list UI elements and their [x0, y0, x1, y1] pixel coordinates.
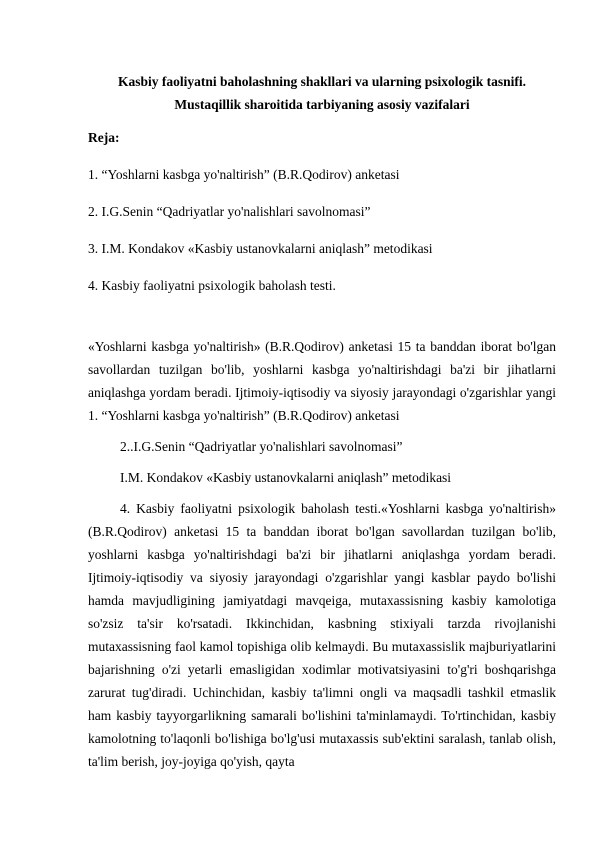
plan-item-4: 4. Kasbiy faoliyatni psixologik baholash testi. — [88, 278, 336, 293]
document-title-line-2: Mustaqillik sharoitida tarbiyaning asosiy vazifalari — [174, 97, 470, 112]
plan-heading: Reja: — [88, 130, 120, 145]
plan-item-2: 2. I.G.Senin “Qadriyatlar yo'nalishlari savolnomasi” — [88, 204, 371, 219]
body-paragraph-2: 2..I.G.Senin “Qadriyatlar yo'nalishlari savolnomasi” — [120, 439, 403, 454]
body-paragraph-1: «Yoshlarni kasbga yo'naltirish» (B.R.Qodirov) anketasi 15 ta banddan iborat bo'lgan savollardan tuzilgan bo'lib, yoshlarni kasbga yo'naltirishdagi ba'zi bir jihatlarni aniqlashga yordam beradi. Ijtimoiy-iqtisodiy va siyosiy jarayondagi o'zgarishlar yangi 1. “Yoshlarni kasbga yo'naltirish” (B.R.Qodirov) anketasi — [88, 339, 556, 423]
document-page — [88, 70, 556, 773]
document-title-line-1: Kasbiy faoliyatni baholashning shakllari va ularning psixologik tasnifi. — [117, 74, 527, 89]
plan-item-1: 1. “Yoshlarni kasbga yo'naltirish” (B.R.Qodirov) anketasi — [88, 167, 400, 182]
body-paragraph-4: 4. Kasbiy faoliyatni psixologik baholash testi.«Yoshlarni kasbga yo'naltirish» (B.R.Qodirov) anketasi 15 ta banddan iborat bo'lgan savollardan tuzilgan bo'lib, yoshlarni kasbga yo'naltirishdagi ba'zi bir jihatlarni aniqlashga yordam beradi. Ijtimoiy-iqtisodiy va siyosiy jarayondagi o'zgarishlar yangi kasblar paydo bo'lishi hamda mavjudligining jamiyatdagi mavqeiga, mutaxassisning kasbiy kamolotiga so'zsiz ta'sir ko'rsatadi. Ikkinchidan, kasbning stixiyali tarzda rivojlanishi mutaxassisning faol kamol topishiga olib kelmaydi. Bu mutaxassislik majburiyatlarini bajarishning o'zi yetarli emasligidan xodimlar motivatsiyasini to'g'ri boshqarishga zarurat tug'diradi. Uchinchidan, kasbiy ta'limni ongli va maqsadli tashkil etmaslik ham kasbiy tayyorgarlikning samarali bo'lishini ta'minlamaydi. To'rtinchidan, kasbiy kamolotning to'laqonli bo'lishiga bo'lg'usi mutaxassis sub'ektini saralash, tanlab olish, ta'lim berish, joy-joyiga qo'yish, qayta — [88, 501, 556, 769]
section-spacer — [88, 297, 556, 335]
body-paragraph-3: I.M. Kondakov «Kasbiy ustanovkalarni aniqlash” metodikasi — [120, 470, 452, 485]
plan-item-3: 3. I.M. Kondakov «Kasbiy ustanovkalarni aniqlash” metodikasi — [88, 241, 433, 256]
